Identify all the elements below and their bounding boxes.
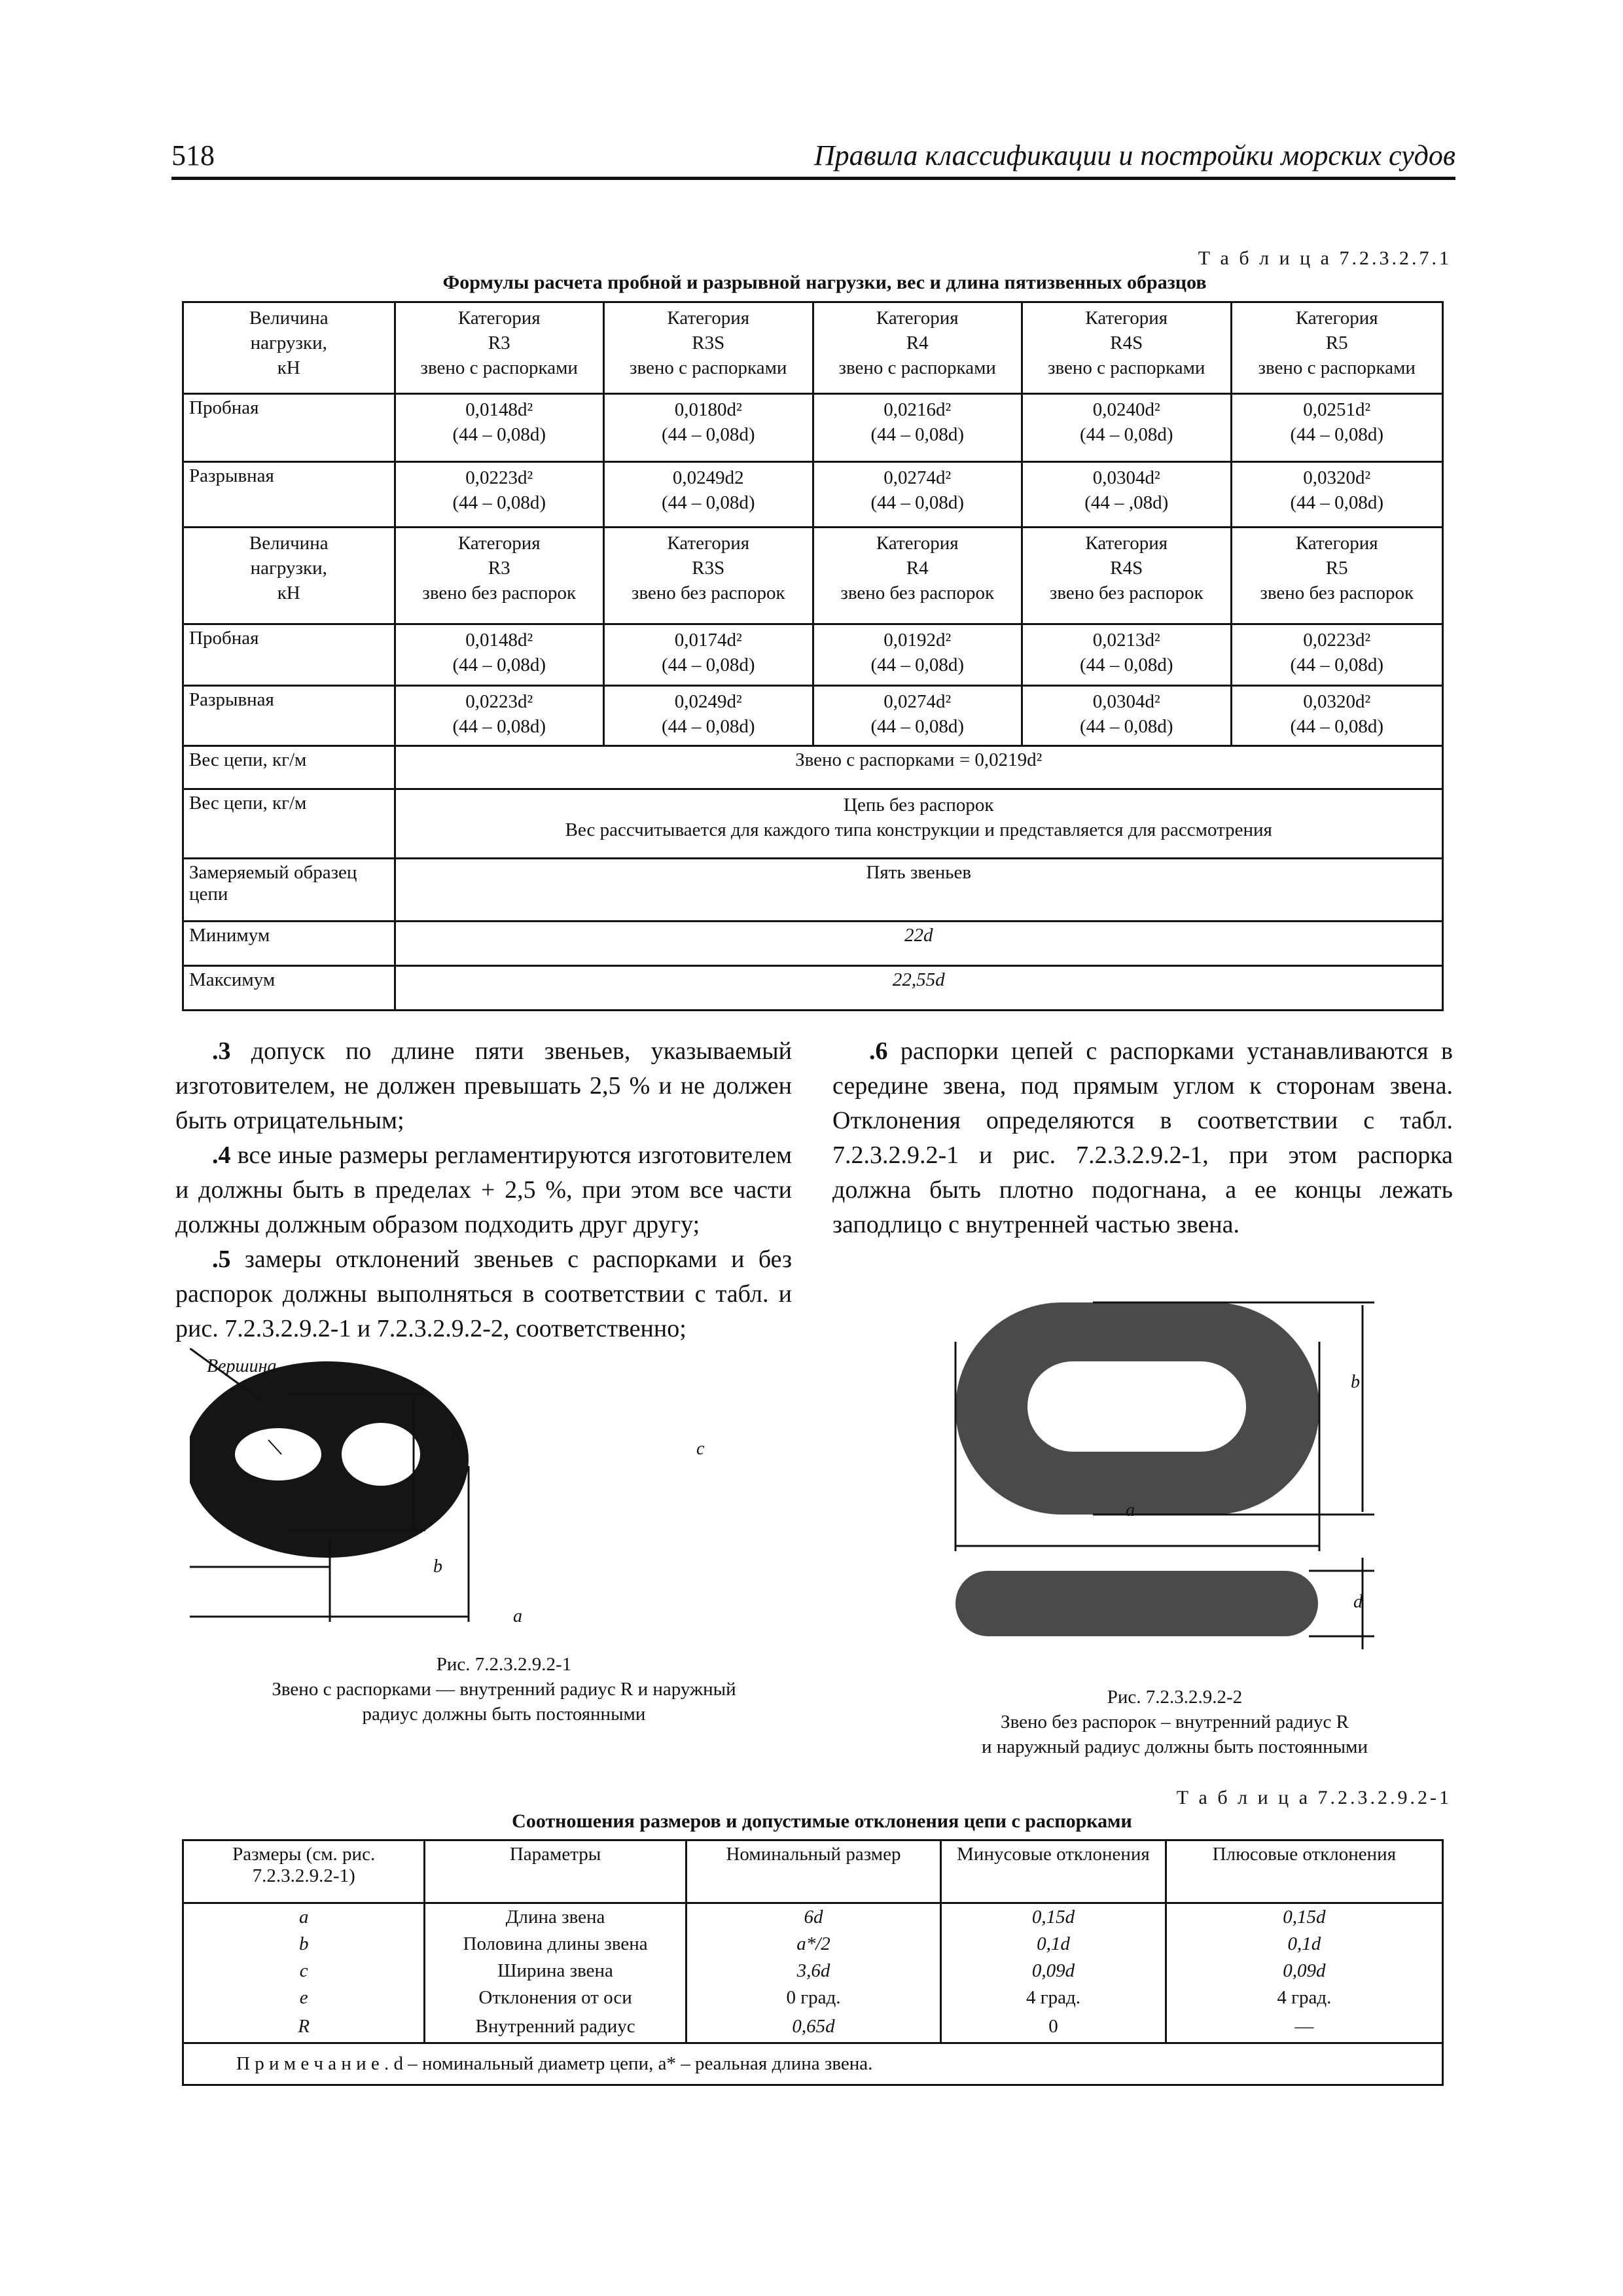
table-row: R Внутренний радиус 0,65d 0 — [183,2011,1443,2043]
studless-link-side [955,1571,1318,1636]
text-column-right [832,1034,1453,1242]
label-b2: b [1351,1372,1360,1392]
paragraph-6: .6 распорки цепей с распорками устанавливаются в середине звена, под прямым углом к сторонам звена. Отклонения определяются в соответствии с табл. 7.2.3.2.9.2-1 и рис. 7.2.3.2.9.2-1, при этом распорка должна быть плотно подогнана, а ее концы лежать заподлицо с внутренней частью звена. [832,1037,1453,1238]
table-row [183,922,1443,966]
row-label: Пробная [183,394,395,462]
paragraph-3: .3 допуск по длине пяти звеньев, указываемый изготовителем, не должен превышать 2,5 % и не должен быть отрицательным; [175,1037,792,1134]
row-label: Вес цепи, кг/м [183,789,395,859]
formula-cell: 0,0240d² (44 – 0,08d) [1022,394,1232,462]
stud-header-r4s: Категория R4S звено с распорками [1022,302,1232,394]
figure-1-caption: Рис. 7.2.3.2.9.2-1 Звено с распорками — внутренний радиус R и наружный радиус должны быть постоянными [272,1654,736,1725]
table-row [183,462,1443,528]
table-row: e Отклонения от оси 0 град. 4 град. 4 град. [183,1984,1443,2011]
running-title: Правила классификации и постройки морских судов [813,139,1455,171]
formula-cell: 0,0249d² (44 – 0,08d) [604,686,813,746]
formula-cell: 0,0320d² (44 – 0,08d) [1231,462,1443,528]
col-params: Параметры [425,1840,686,1903]
link-hole-left [235,1428,321,1480]
weight-stud-value: Звено с распорками = 0,0219d² [395,746,1443,789]
table-row: a Длина звена 6d 0,15d 0,15d [183,1903,1443,1931]
table2-note-row [183,2043,1443,2085]
table2-header [183,1840,1443,1903]
studless-header-r3: Категория R3 звено без распорок [395,528,604,624]
formula-cell: 0,0274d² (44 – 0,08d) [813,686,1022,746]
sample-value: Пять звеньев [395,859,1443,922]
table2 [182,1839,1444,2086]
formula-cell: 0,0174d² (44 – 0,08d) [604,624,813,686]
row-label: Разрывная [183,462,395,528]
label-c: c [696,1439,705,1459]
qty-header: Величина нагрузки, кН [183,528,395,624]
min-value: 22d [395,922,1443,966]
formula-cell: 0,0223d² (44 – 0,08d) [395,686,604,746]
header-rule [171,177,1455,180]
row-label: Замеряемый образец цепи [183,859,395,922]
link-hole-right [342,1423,420,1486]
col-sizes: Размеры (см. рис. 7.2.3.2.9.2-1) [183,1840,425,1903]
formula-cell: 0,0148d² (44 – 0,08d) [395,394,604,462]
table-row [183,746,1443,789]
paragraph-4: .4 все иные размеры регламентируются изготовителем и должны быть в пределах + 2,5 %, при этом все части должны должным образом подходить друг другу; [175,1141,792,1238]
row-label: Вес цепи, кг/м [183,746,395,789]
table-row [183,789,1443,859]
formula-cell: 0,0148d² (44 – 0,08d) [395,624,604,686]
studless-header-r4s: Категория R4S звено без распорок [1022,528,1232,624]
row-label: Пробная [183,624,395,686]
figure-2-caption: Рис. 7.2.3.2.9.2-2 Звено без распорок – внутренний радиус R и наружный радиус должны быть постоянными [981,1687,1368,1757]
studless-header-r3s: Категория R3S звено без распорок [604,528,813,624]
label-vershina: Вершина [207,1356,277,1376]
formula-cell: 0,0320d² (44 – 0,08d) [1231,686,1443,746]
col-minus: Минусовые отклонения [941,1840,1166,1903]
row-label: Максимум [183,966,395,1011]
table1-header-stud [183,302,1443,394]
table1 [182,301,1444,1011]
table-row [183,859,1443,922]
link-body [190,1361,469,1558]
paragraph-5: .5 замеры отклонений звеньев с распорками и без распорок должны выполняться в соответствии с табл. и рис. 7.2.3.2.9.2-1 и 7.2.3.2.9.2-2, соответственно; [175,1246,792,1342]
col-nominal: Номинальный размер [686,1840,940,1903]
formula-cell: 0,0274d² (44 – 0,08d) [813,462,1022,528]
table-row [183,394,1443,462]
studless-link-hole [1027,1361,1246,1452]
table1-header-studless [183,528,1443,624]
formula-cell: 0,0304d² (44 – ,08d) [1022,462,1232,528]
table1-label: Т а б л и ц а 7.2.3.2.7.1 [1198,247,1452,269]
table-row [183,624,1443,686]
table-row [183,686,1443,746]
stud-header-r3s: Категория R3S звено с распорками [604,302,813,394]
figure-stud-link [190,1348,779,1662]
label-d: d [1353,1592,1363,1612]
label-a: a [513,1606,522,1626]
formula-cell: 0,0249d2 (44 – 0,08d) [604,462,813,528]
col-plus: Плюсовые отклонения [1166,1840,1442,1903]
table-row: b Половина длины звена a*/2 0,1d 0,1d [183,1931,1443,1958]
formula-cell: 0,0216d² (44 – 0,08d) [813,394,1022,462]
formula-cell: 0,0251d² (44 – 0,08d) [1231,394,1443,462]
stud-header-r4: Категория R4 звено с распорками [813,302,1022,394]
stud-header-r5: Категория R5 звено с распорками [1231,302,1443,394]
page-number: 518 [171,139,215,171]
label-a2: a [1126,1500,1135,1520]
formula-cell: 0,0180d² (44 – 0,08d) [604,394,813,462]
table-row [183,966,1443,1011]
label-r: R [450,1424,462,1444]
stud-header-r3: Категория R3 звено с распорками [395,302,604,394]
label-b: b [433,1556,442,1577]
table2-note: П р и м е ч а н и е . d – номинальный диаметр цепи, a* – реальная длина звена. [183,2043,1443,2085]
row-label: Разрывная [183,686,395,746]
max-value: 22,55d [395,966,1443,1011]
table-row: c Ширина звена 3,6d 0,09d 0,09d [183,1958,1443,1984]
studless-header-r5: Категория R5 звено без распорок [1231,528,1443,624]
formula-cell: 0,0223d² (44 – 0,08d) [1231,624,1443,686]
row-label: Минимум [183,922,395,966]
table2-label: Т а б л и ц а 7.2.3.2.9.2-1 [1176,1787,1452,1808]
qty-header: Величина нагрузки, кН [183,302,395,394]
formula-cell: 0,0192d² (44 – 0,08d) [813,624,1022,686]
table2-title: Соотношения размеров и допустимые отклонения цепи с распорками [512,1810,1132,1832]
formula-cell: 0,0213d² (44 – 0,08d) [1022,624,1232,686]
weight-studless-value: Цепь без распорок Вес рассчитывается для каждого типа конструкции и представляется для рассмотрения [395,789,1443,859]
formula-cell: 0,0223d² (44 – 0,08d) [395,462,604,528]
studless-header-r4: Категория R4 звено без распорок [813,528,1022,624]
table1-title: Формулы расчета пробной и разрывной нагрузки, вес и длина пятизвенных образцов [442,272,1207,293]
text-column-left [175,1034,792,1346]
formula-cell: 0,0304d² (44 – 0,08d) [1022,686,1232,746]
